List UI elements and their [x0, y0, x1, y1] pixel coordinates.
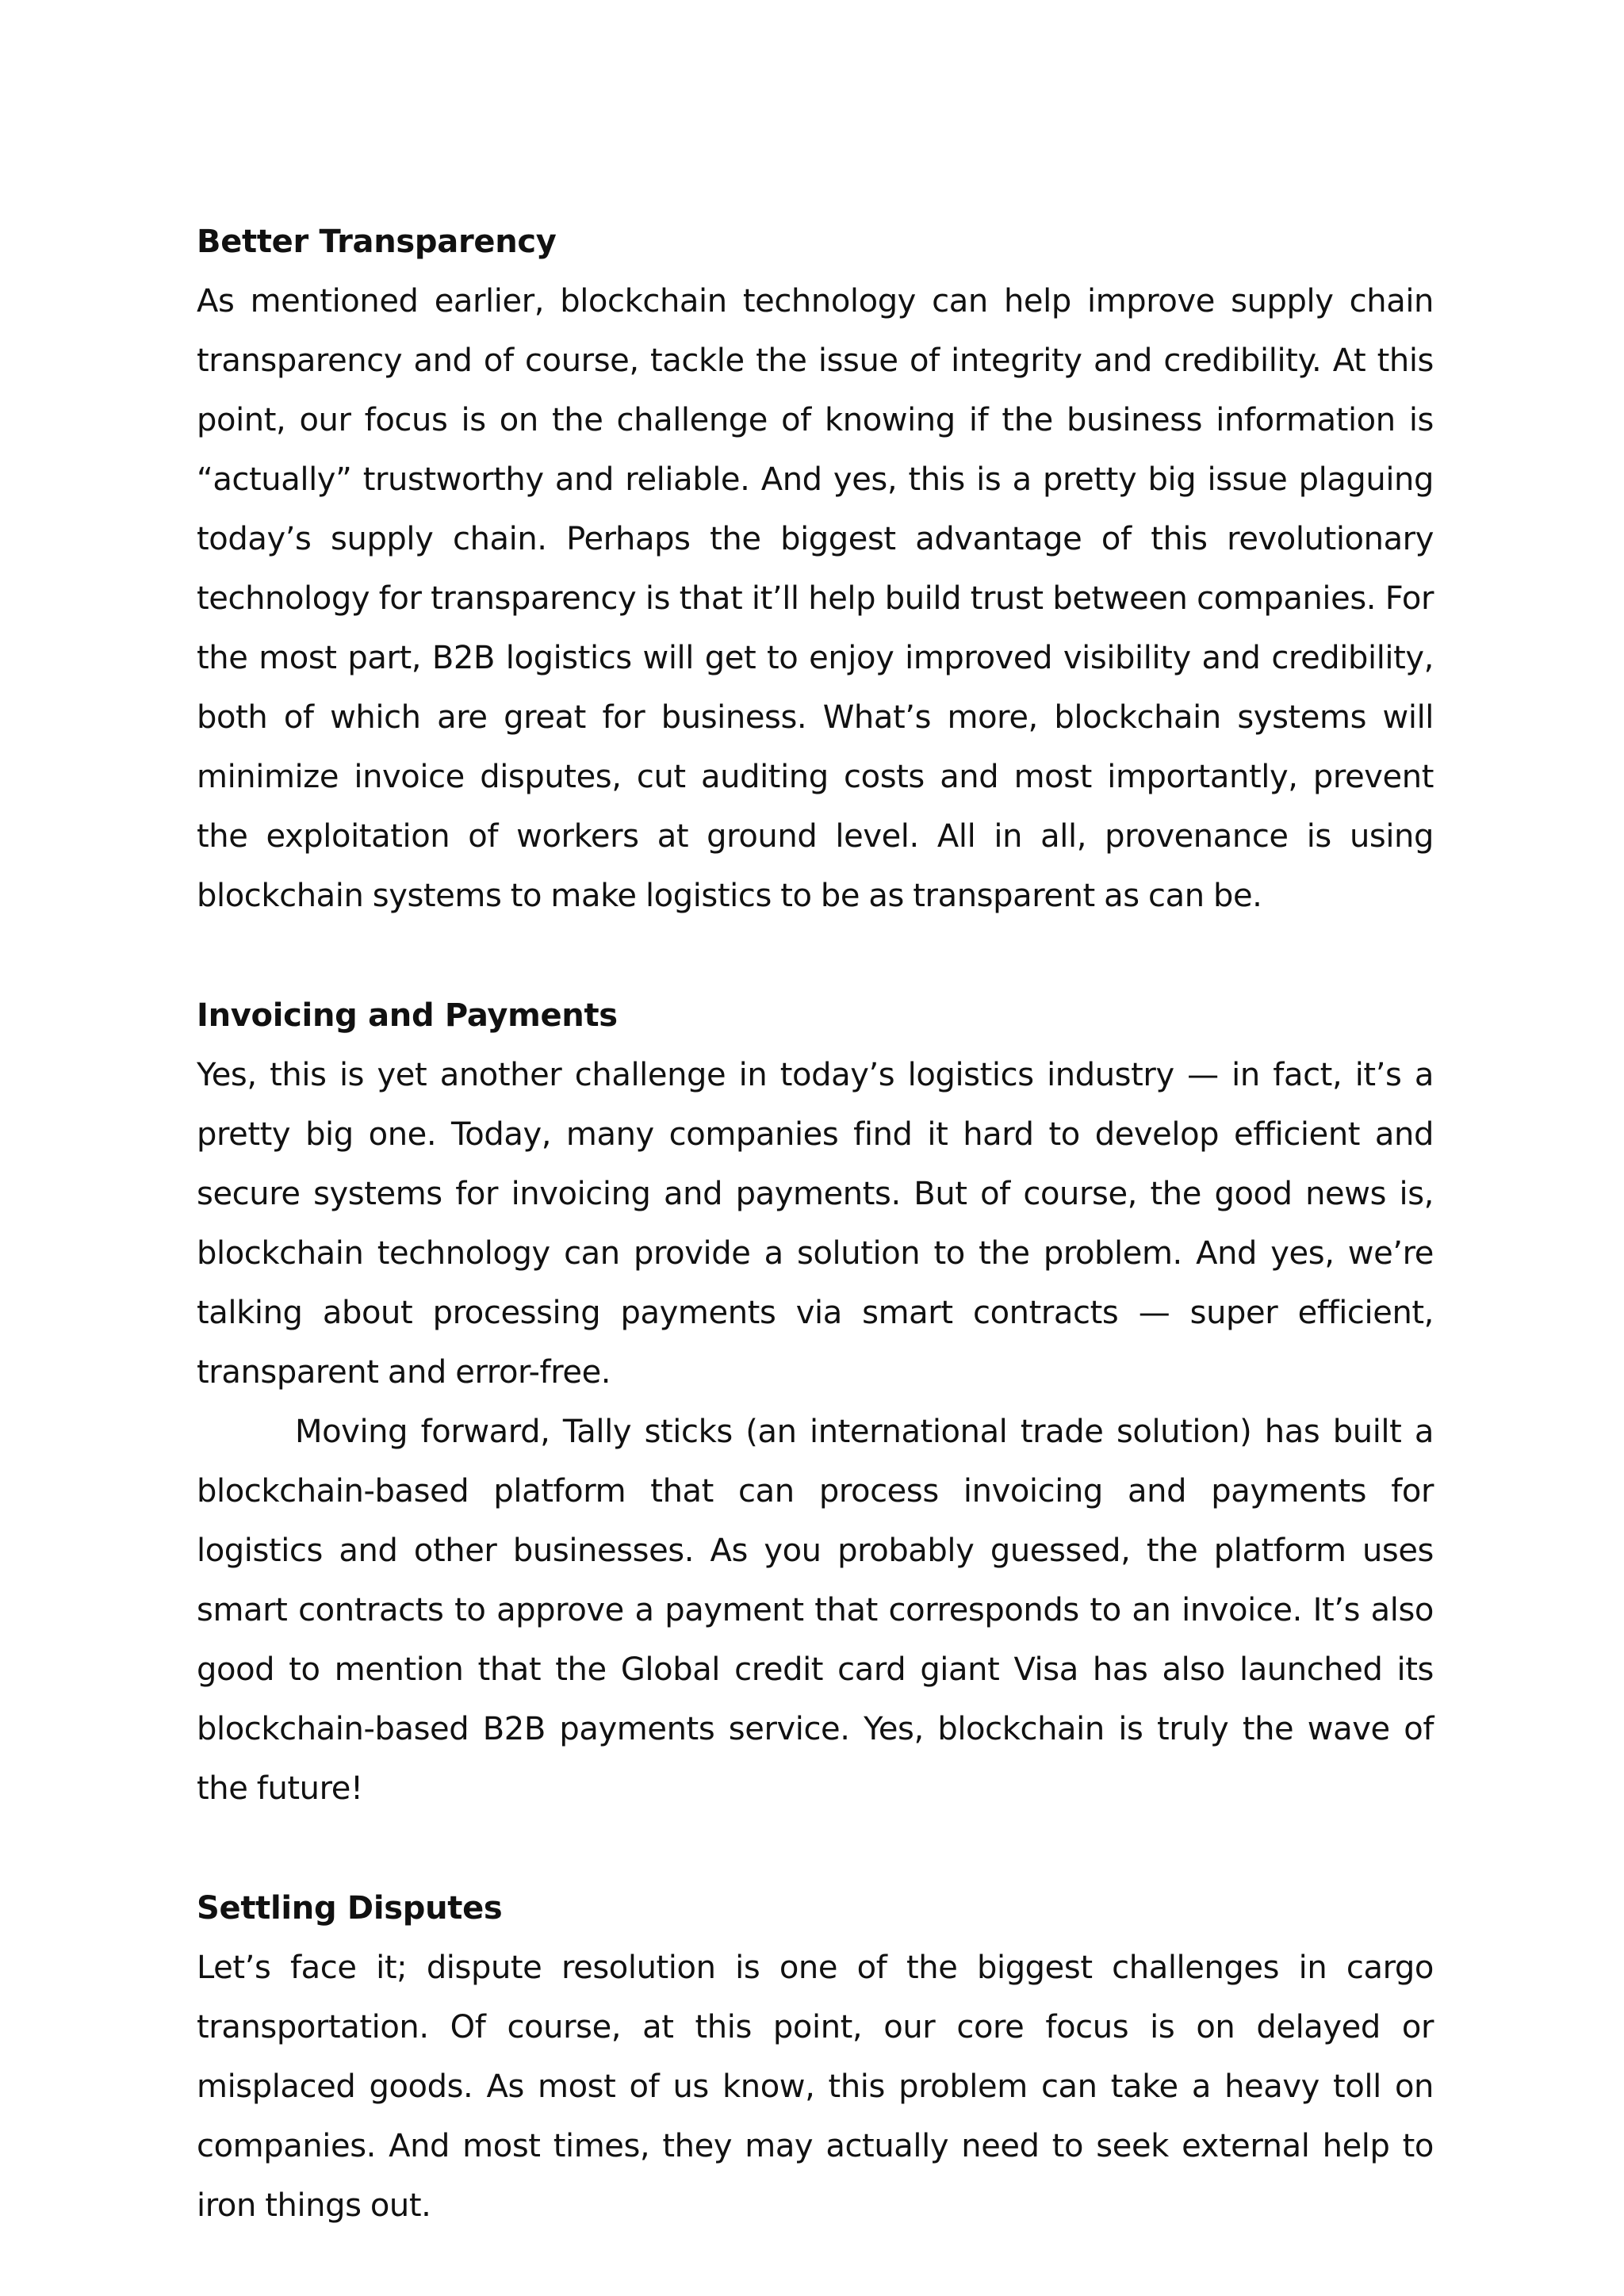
section-invoicing-and-payments	[197, 986, 1434, 1819]
section-heading: Invoicing and Payments	[197, 997, 618, 1034]
document-body	[197, 212, 1434, 2296]
paragraph: Let’s face it; dispute resolution is one of the biggest challenges in cargo transportation. Of course, at this point, our core focus is on delayed or misplaced goods. As most of us know, this problem can take a heavy toll on companies. And most times, they may actually need to seek external help to iron things out.	[197, 1950, 1434, 2224]
section-better-transparency	[197, 212, 1434, 926]
section-heading: Better Transparency	[197, 224, 557, 260]
paragraph: Moving forward, Tally sticks (an international trade solution) has built a blockchain-based platform that can process invoicing and payments for logistics and other businesses. As you probably guessed, the platform uses smart contracts to approve a payment that corresponds to an invoice. It’s also good to mention that the Global credit card giant Visa has also launched its blockchain-based B2B payments service. Yes, blockchain is truly the wave of the future!	[197, 1414, 1434, 1807]
paragraph: Yes, this is yet another challenge in today’s logistics industry — in fact, it’s a pretty big one. Today, many companies find it hard to develop efficient and secure systems for invoicing and payments. But of course, the good news is, blockchain technology can provide a solution to the problem. And yes, we’re talking about processing payments via smart contracts — super efficient, transparent and error-free.	[197, 1057, 1434, 1391]
paragraph: As mentioned earlier, blockchain technology can help improve supply chain transparency and of course, tackle the issue of integrity and credibility. At this point, our focus is on the challenge of knowing if the business information is “actually” trustworthy and reliable. And yes, this is a pretty big issue plaguing today’s supply chain. Perhaps the biggest advantage of this revolutionary technology for transparency is that it’ll help build trust between companies. For the most part, B2B logistics will get to enjoy improved visibility and credibility, both of which are great for business. What’s more, blockchain systems will minimize invoice disputes, cut auditing costs and most importantly, prevent the exploitation of workers at ground level. All in all, provenance is using blockchain systems to make logistics to be as transparent as can be.	[197, 283, 1434, 914]
section-heading: Settling Disputes	[197, 1890, 503, 1927]
section-settling-disputes	[197, 1879, 1434, 2236]
